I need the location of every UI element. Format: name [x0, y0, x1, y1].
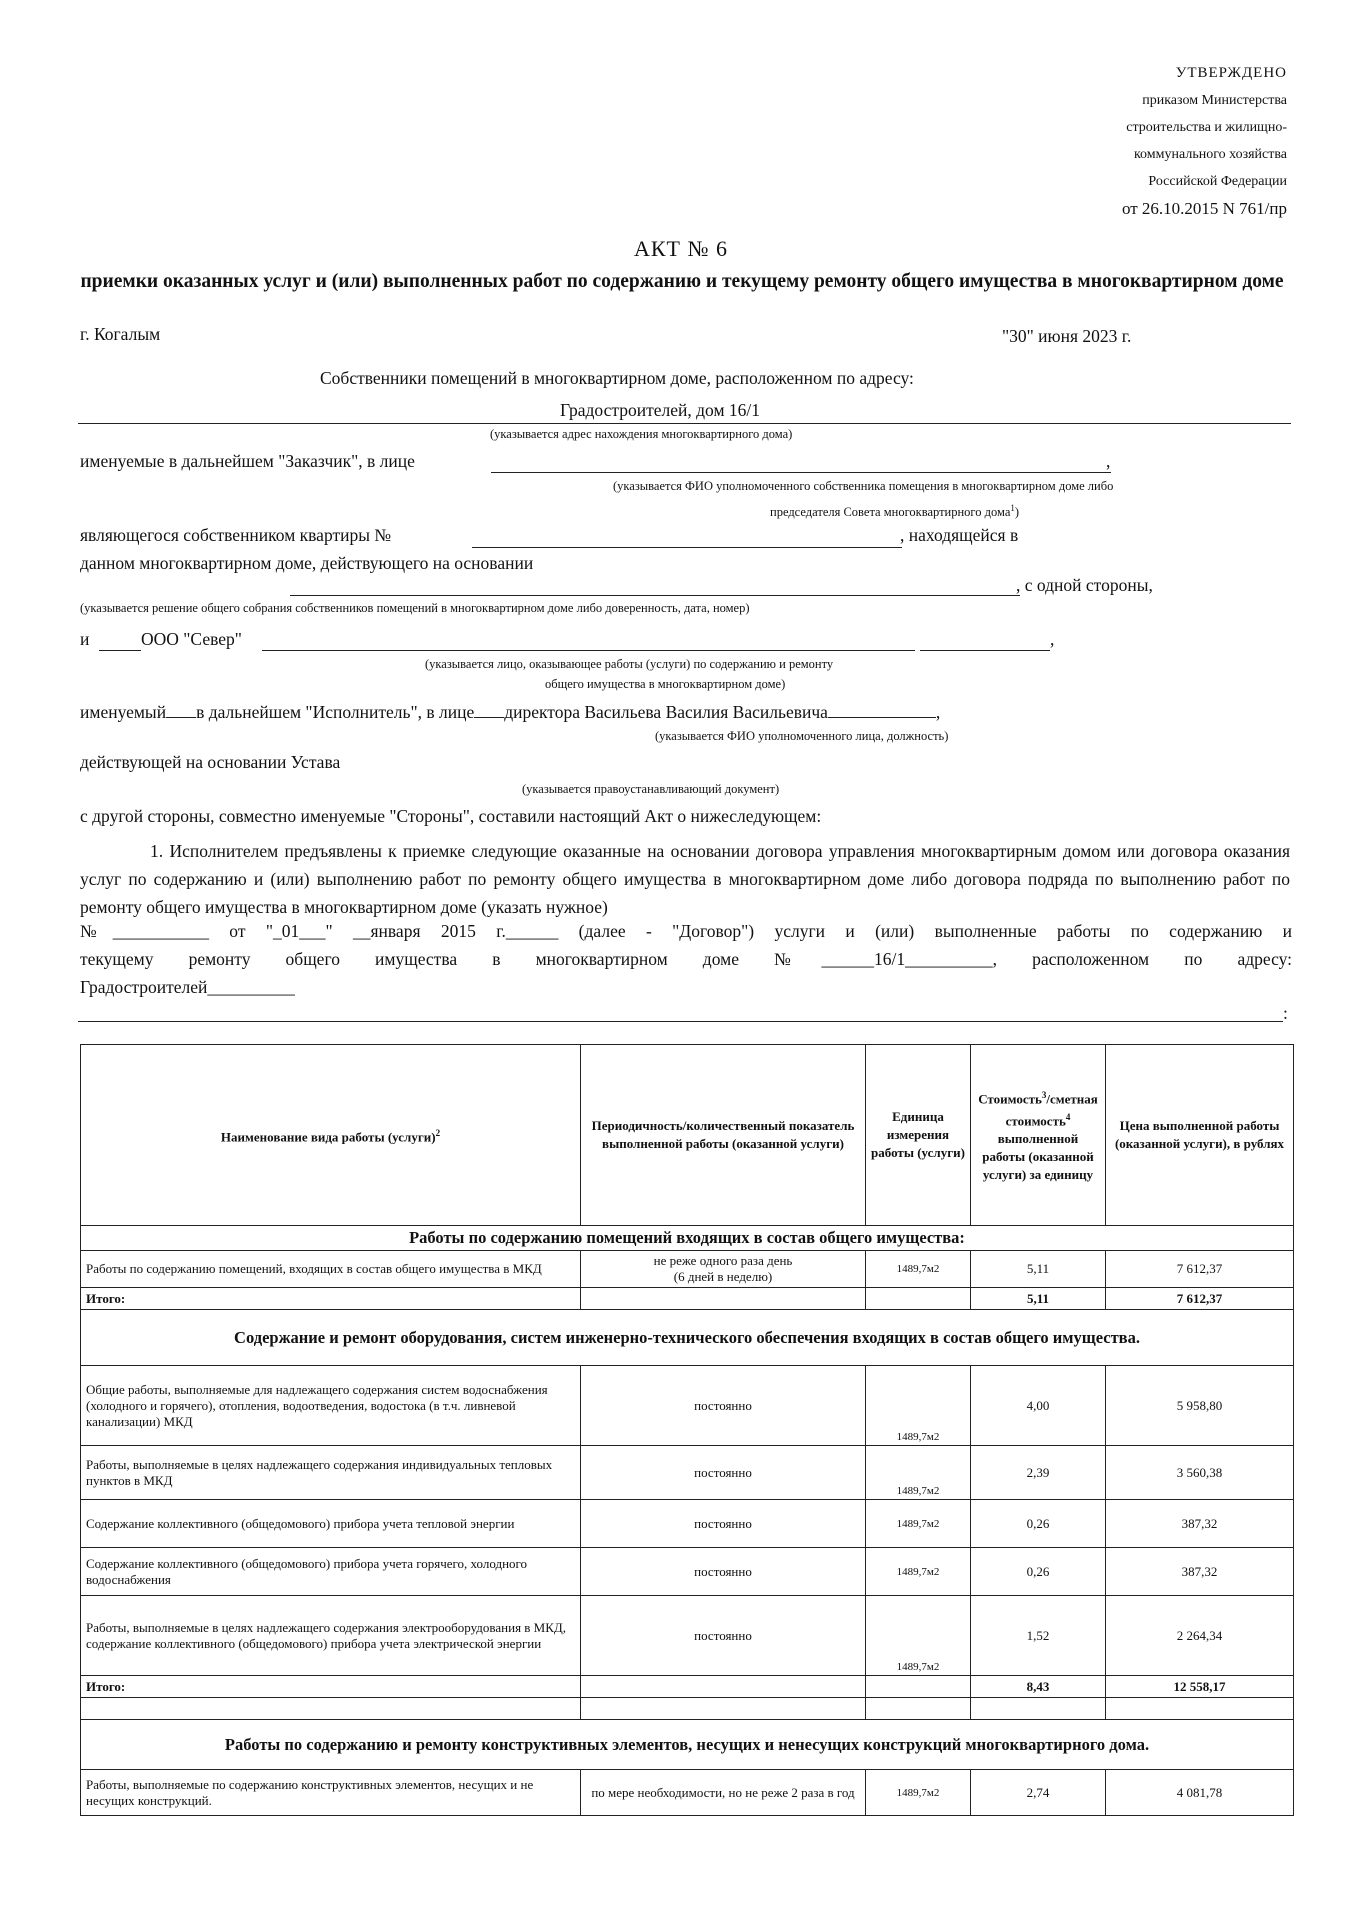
- customer-underline: [491, 472, 1111, 473]
- empty-cell: [971, 1698, 1106, 1720]
- cell-price: 7 612,37: [1106, 1251, 1294, 1288]
- cell-cost: 2,74: [971, 1770, 1106, 1816]
- empty-cell: [581, 1698, 866, 1720]
- section-title: Работы по содержанию и ремонту конструктивных элементов, несущих и ненесущих конструкций многоквартирного дома.: [81, 1720, 1294, 1770]
- cell-price: 4 081,78: [1106, 1770, 1294, 1816]
- cell-unit: 1489,7м2: [866, 1251, 971, 1288]
- cell-cost: 5,11: [971, 1251, 1106, 1288]
- cell-unit: 1489,7м2: [866, 1548, 971, 1596]
- basis-hint: (указывается решение общего собрания собственников помещений в многоквартирном доме либо доверенность, дата, номер): [80, 601, 750, 615]
- header-unit: Единица измерения работы (услуги): [866, 1045, 971, 1226]
- cell-unit: 1489,7м2: [866, 1500, 971, 1548]
- total-row: [81, 1676, 1294, 1698]
- approval-order-date: от 26.10.2015 N 761/пр: [1121, 199, 1287, 218]
- cell-name: Работы по содержанию помещений, входящих в состав общего имущества в МКД: [81, 1251, 581, 1288]
- contractor-underline: [262, 650, 915, 651]
- total-price: 12 558,17: [1106, 1676, 1294, 1698]
- cell-name: Работы, выполняемые в целях надлежащего содержания электрооборудования в МКД, содержание коллективного (общедомового) прибора учета электрической энергии: [81, 1596, 581, 1676]
- table-header-row: [81, 1045, 1294, 1226]
- clause-1-underline: [78, 1021, 1283, 1022]
- cell-period: постоянно: [581, 1596, 866, 1676]
- clause-1-address: Градостроителей__________: [80, 977, 295, 997]
- cell-period: постоянно: [581, 1500, 866, 1548]
- contractor-comma: ,: [1050, 629, 1055, 649]
- empty-cell: [581, 1288, 866, 1310]
- section-row: [81, 1310, 1294, 1366]
- cell-unit: 1489,7м2: [866, 1596, 971, 1676]
- table-row: [81, 1366, 1294, 1446]
- cell-name: Работы, выполняемые в целях надлежащего содержания индивидуальных тепловых пунктов в МКД: [81, 1446, 581, 1500]
- section-row: [81, 1226, 1294, 1251]
- approval-heading: УТВЕРЖДЕНО: [1175, 65, 1287, 81]
- owner-located: , находящейся в: [900, 525, 1019, 545]
- clause-1-contract-line: №___________ от "_01___" __января 2015 г.______ (далее - "Договор") услуги и (или) выполненные работы по содержанию и: [80, 921, 1292, 941]
- cell-cost: 0,26: [971, 1500, 1106, 1548]
- approval-line: Российской Федерации: [1148, 174, 1287, 189]
- header-cost: Стоимость$^3$/сметная стоимость$^4$ выполненной работы (оказанной услуги) за единицу: [971, 1045, 1106, 1226]
- cell-price: 5 958,80: [1106, 1366, 1294, 1446]
- contractor-basis-hint: (указывается правоустанавливающий документ): [522, 782, 780, 796]
- owners-line: Собственники помещений в многоквартирном доме, расположенном по адресу:: [320, 368, 914, 388]
- table-row: [81, 1251, 1294, 1288]
- empty-cell: [1106, 1698, 1294, 1720]
- cell-name: Содержание коллективного (общедомового) прибора учета горячего, холодного водоснабжения: [81, 1548, 581, 1596]
- cell-unit: 1489,7м2: [866, 1446, 971, 1500]
- cell-unit: 1489,7м2: [866, 1366, 971, 1446]
- owner-basis-line: данном многоквартирном доме, действующего на основании: [80, 553, 534, 573]
- cell-period: постоянно: [581, 1446, 866, 1500]
- customer-hint: (указывается ФИО уполномоченного собственника помещения в многоквартирном доме либо: [613, 479, 1114, 493]
- customer-hint: председателя Совета многоквартирного дома$^1$): [770, 503, 1020, 520]
- table-row: [81, 1596, 1294, 1676]
- basis-underline: [290, 595, 1020, 596]
- contractor-and: и: [80, 629, 90, 649]
- cell-cost: 4,00: [971, 1366, 1106, 1446]
- customer-comma: ,: [1106, 451, 1111, 471]
- blank-row: [81, 1698, 1294, 1720]
- address-underline: [78, 423, 1291, 424]
- owner-apartment-line: являющегося собственником квартиры №: [80, 525, 392, 545]
- cell-cost: 0,26: [971, 1548, 1106, 1596]
- cell-period: постоянно: [581, 1548, 866, 1596]
- cell-cost: 2,39: [971, 1446, 1106, 1500]
- header-name: Наименование вида работы (услуги)$^2$: [81, 1045, 581, 1226]
- clause-1-text: 1. Исполнителем предъявлены к приемке следующие оказанные на основании договора управления многоквартирным домом или договора оказания услуг по содержанию и (или) выполнению работ по ремонту общего имущества в многоквартирном доме либо договора подряда по выполнению работ по ремонту общего имущества в многоквартирном доме (указать нужное): [80, 841, 1290, 917]
- contractor-name: ООО "Север": [141, 629, 242, 649]
- empty-cell: [866, 1698, 971, 1720]
- cell-price: 387,32: [1106, 1500, 1294, 1548]
- act-title: приемки оказанных услуг и (или) выполненных работ по содержанию и текущему ремонту общего имущества в многоквартирном доме: [80, 271, 1284, 292]
- cell-period: по мере необходимости, но не реже 2 раза в год: [581, 1770, 866, 1816]
- contractor-pre-underline: [99, 650, 141, 651]
- cell-period: не реже одного раза день (6 дней в неделю): [581, 1251, 866, 1288]
- total-cost: 5,11: [971, 1288, 1106, 1310]
- total-label: Итого:: [81, 1288, 581, 1310]
- cell-period: постоянно: [581, 1366, 866, 1446]
- contractor-basis: действующей на основании Устава: [80, 752, 341, 772]
- table-row: [81, 1548, 1294, 1596]
- contractor-named-line: именуемый в дальнейшем "Исполнитель", в лице директора Васильева Василия Васильевича ,: [80, 702, 941, 722]
- table-row: [81, 1770, 1294, 1816]
- cell-name: Содержание коллективного (общедомового) прибора учета тепловой энергии: [81, 1500, 581, 1548]
- approval-line: коммунального хозяйства: [1133, 147, 1287, 162]
- approval-line: приказом Министерства: [1142, 93, 1287, 108]
- table-row: [81, 1446, 1294, 1500]
- approval-block: [1122, 60, 1287, 222]
- section-title: Содержание и ремонт оборудования, систем инженерно-технического обеспечения входящих в состав общего имущества.: [81, 1310, 1294, 1366]
- empty-cell: [866, 1676, 971, 1698]
- approval-line: строительства и жилищно-: [1126, 120, 1287, 135]
- table-row: [81, 1500, 1294, 1548]
- contractor-hint: общего имущества в многоквартирном доме): [545, 677, 786, 691]
- total-price: 7 612,37: [1106, 1288, 1294, 1310]
- total-row: [81, 1288, 1294, 1310]
- apartment-underline: [472, 547, 902, 548]
- act-number: АКТ № 6: [634, 236, 728, 261]
- total-label: Итого:: [81, 1676, 581, 1698]
- contractor-underline-2: [920, 650, 1050, 651]
- cell-unit: 1489,7м2: [866, 1770, 971, 1816]
- clause-1-house-line: текущему ремонту общего имущества в многоквартирном доме №______16/1__________, расположенном по адресу:: [80, 949, 1292, 969]
- cell-name: Работы, выполняемые по содержанию конструктивных элементов, несущих и не несущих конструкций.: [81, 1770, 581, 1816]
- empty-cell: [581, 1676, 866, 1698]
- other-side: с другой стороны, совместно именуемые "Стороны", составили настоящий Акт о нижеследующем:: [80, 806, 822, 826]
- header-price: Цена выполненной работы (оказанной услуги), в рублях: [1106, 1045, 1294, 1226]
- section-title: Работы по содержанию помещений входящих в состав общего имущества:: [81, 1226, 1294, 1251]
- cell-name: Общие работы, выполняемые для надлежащего содержания систем водоснабжения (холодного и горячего), отопления, водоотведения, водостока (в т.ч. ливневой канализации) МКД: [81, 1366, 581, 1446]
- empty-cell: [81, 1698, 581, 1720]
- header-period: Периодичность/количественный показатель выполненной работы (оказанной услуги): [581, 1045, 866, 1226]
- cell-cost: 1,52: [971, 1596, 1106, 1676]
- cell-price: 387,32: [1106, 1548, 1294, 1596]
- empty-cell: [866, 1288, 971, 1310]
- address-hint: (указывается адрес нахождения многоквартирного дома): [490, 427, 793, 441]
- contractor-hint: (указывается лицо, оказывающее работы (услуги) по содержанию и ремонту: [425, 657, 834, 671]
- person-hint: (указывается ФИО уполномоченного лица, должность): [655, 729, 949, 743]
- customer-line: именуемые в дальнейшем "Заказчик", в лице: [80, 451, 415, 471]
- owners-address: Градостроителей, дом 16/1: [560, 400, 761, 420]
- cell-price: 2 264,34: [1106, 1596, 1294, 1676]
- clause-1-colon: :: [1283, 1003, 1288, 1023]
- section-row: [81, 1720, 1294, 1770]
- act-date: "30" июня 2023 г.: [1002, 326, 1132, 346]
- cell-price: 3 560,38: [1106, 1446, 1294, 1500]
- total-cost: 8,43: [971, 1676, 1106, 1698]
- works-table: [80, 1044, 1294, 1816]
- one-side: , с одной стороны,: [1016, 575, 1153, 595]
- act-city: г. Когалым: [80, 324, 161, 344]
